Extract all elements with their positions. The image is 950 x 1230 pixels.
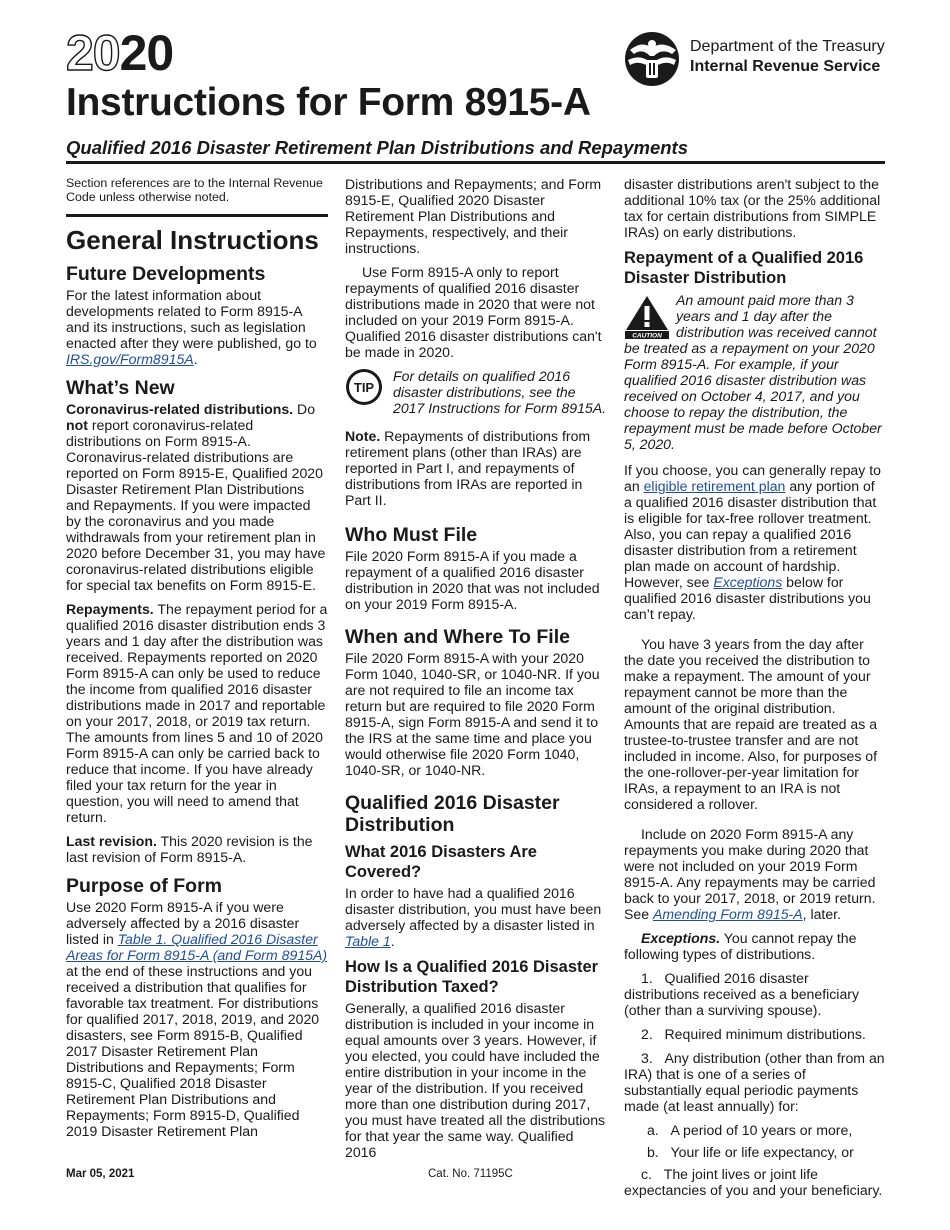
purpose-paragraph: Use 2020 Form 8915-A if you were adversely affected by a 2016 disaster listed in Table 1. Qualified 2016 Disaster Areas for Form 8915-A (and Form 8915A) at the end of these instructions and you received a distribution that qualifies for favorable tax treatment. For distributions for qualified 2017, 2018, 2019, and 2020 disasters, see Form 8915-B, Qualified 2017 Disaster Retirement Plan Distributions and Repayments; Form 8915-C, Qualified 2018 Disaster Retirement Plan Distributions and Repayments; Form 8915-D, Qualified 2019 Disaster Retirement Plan: [66, 899, 328, 1139]
caution-text: An amount paid more than 3 years and 1 day after the distribution was received cannot be treated as a repayment on your 2020 Form 8915-A. For example, if your qualified 2016 disaster distribution was received on October 4, 2017, and you choose to repay the distribution, the repayment must be made before October 5, 2020.: [624, 292, 882, 452]
exceptions-link[interactable]: Exceptions: [713, 574, 783, 590]
repayment-heading: Repayment of a Qualified 2016 Disaster Distribution: [624, 249, 864, 287]
column-1: [66, 176, 328, 1147]
tip-box: [345, 368, 607, 416]
how-taxed-text: Generally, a qualified 2016 disaster distribution is included in your income in equal amounts over 3 years. However, if you elected, you could have included the entire distribution in your income in the year of the distribution. If you received more than one distribution during 2017, you must have treated all the distributions for that year the same way. Qualified 2016: [345, 1000, 606, 1160]
tip-text: For details on qualified 2016 disaster distributions, see the 2017 Instructions for Form 8915A.: [393, 368, 607, 416]
general-instructions-heading: General Instructions: [66, 225, 319, 255]
year-outline: 20: [66, 25, 120, 81]
exceptions-paragraph: Exceptions. You cannot repay the following types of distributions.: [624, 930, 857, 962]
page-subtitle: Qualified 2016 Disaster Retirement Plan Distributions and Repayments: [66, 137, 688, 158]
disasters-covered-heading: What 2016 Disasters Are Covered?: [345, 843, 537, 881]
agency-department: Department of the Treasury: [690, 38, 885, 55]
who-must-file-heading: Who Must File: [345, 524, 478, 546]
coronavirus-paragraph: Coronavirus-related distributions. Do not report coronavirus-related distributions on Form 8915-A. Coronavirus-related distributions are reported on Form 8915-E, Qualified 2020 Disaster Retirement Plan Distributions and Repayments. If you were impacted by the coronavirus and you made withdrawals from your retirement plan in 2020 before December 31, you may have coronavirus-related distributions eligible for special tax benefits on Form 8915-E.: [66, 401, 326, 593]
qualified-distribution-heading: Qualified 2016 Disaster Distribution: [345, 792, 560, 836]
include-paragraph: Include on 2020 Form 8915-A any repayments you make during 2020 that were not included on your 2019 Form 8915-A. Any repayments may be carried back to your 2017, 2018, or 2019 return. See Amending Form 8915-A, later.: [624, 826, 876, 922]
footer-cat-no: Cat. No. 71195C: [428, 1168, 513, 1180]
form-year: [66, 25, 174, 81]
when-where-heading: When and Where To File: [345, 626, 570, 648]
purpose-of-form-heading: Purpose of Form: [66, 875, 223, 897]
exception-sub-c: c. The joint lives or joint life expectancies of you and your beneficiary.: [624, 1166, 883, 1198]
page-title: Instructions for Form 8915-A: [66, 81, 591, 124]
eligible-plan-link[interactable]: eligible retirement plan: [643, 478, 786, 494]
exception-item-2: 2. Required minimum distributions.: [641, 1026, 866, 1042]
exception-sub-b: b. Your life or life expectancy, or: [647, 1144, 854, 1160]
caution-box: [624, 292, 885, 452]
column-3: [624, 176, 885, 1206]
tip-icon: [345, 368, 383, 406]
section-references: Section references are to the Internal Revenue Code unless otherwise noted.: [66, 176, 323, 204]
column-2: [345, 176, 607, 1168]
amending-link[interactable]: Amending Form 8915-A: [653, 906, 803, 922]
agency-block: [622, 30, 885, 88]
who-must-file-text: File 2020 Form 8915-A if you made a repayment of a qualified 2016 disaster distribution in 2020 that was not included on your 2019 Form 8915-A.: [345, 548, 600, 612]
caution-icon: [624, 294, 670, 340]
future-developments-text: For the latest information about developments related to Form 8915-A and its instructions, such as legislation enacted after they were published, go to IRS.gov/Form8915A.: [66, 287, 317, 367]
exception-item-3: 3. Any distribution (other than from an IRA) that is one of a series of substantially equal periodic payments made (at least annually) for:: [624, 1050, 885, 1114]
repayments-paragraph: Repayments. The repayment period for a qualified 2016 disaster distribution ends 3 years and 1 day after the distribution was received. Repayments reported on 2020 Form 8915-A can only be used to reduce the income from qualified 2016 disaster distributions made in 2017 and reportable on your 2017, 2018, or 2019 tax return. The amounts from lines 5 and 10 of 2020 Form 8915-A can only be carried back to reduce that income. If you have already filed your tax return for the year in question, you will need to amend that return.: [66, 601, 328, 825]
caution-label: CAUTION: [632, 332, 662, 340]
continued-text: Distributions and Repayments; and Form 8915-E, Qualified 2020 Disaster Retirement Plan Distributions and Repayments, respectively, and their instructions.: [345, 176, 602, 256]
exception-item-1: 1. Qualified 2016 disaster distributions received as a beneficiary (other than a surviving spouse).: [624, 970, 860, 1018]
header-divider: [66, 161, 885, 164]
when-where-text: File 2020 Form 8915-A with your 2020 Form 1040, 1040-SR, or 1040-NR. If you are not required to file an income tax return but are required to file 2020 Form 8915-A, sign Form 8915-A and send it to the IRS at the same time and place you would otherwise file 2020 Form 1040, 1040-SR, or 1040-NR.: [345, 650, 600, 778]
continued-text-3: disaster distributions aren't subject to the additional 10% tax (or the 25% additional tax for certain distributions from SIMPLE IRAs) on early distributions.: [624, 176, 881, 240]
year-solid: 20: [119, 25, 174, 81]
section-divider: [66, 214, 328, 217]
agency-irs: Internal Revenue Service: [690, 58, 881, 75]
form8915a-link[interactable]: IRS.gov/Form8915A: [66, 351, 194, 367]
irs-eagle-icon: [622, 30, 684, 88]
repay-choose-paragraph: If you choose, you can generally repay to an eligible retirement plan any portion of a qualified 2016 disaster distribution that is eligible for tax-free rollover treatment. Also, you can repay a qualified 2016 disaster distribution from a retirement plan made on account of hardship. However, see Exceptions below for qualified 2016 disaster distributions you can’t repay.: [624, 462, 881, 622]
footer-date: Mar 05, 2021: [66, 1168, 135, 1180]
three-years-paragraph: You have 3 years from the day after the date you received the distribution to make a repayment. The amount of your repayment cannot be more than the amount of the original distribution. Amounts that are repaid are treated as a trustee-to-trustee transfer and are not included in income. Also, for purposes of the one-rollover-per-year limitation for IRAs, a repayment to an IRA is not considered a rollover.: [624, 636, 878, 812]
exception-sub-a: a. A period of 10 years or more,: [647, 1122, 853, 1138]
table1-short-link[interactable]: Table 1: [345, 933, 391, 949]
whats-new-heading: What’s New: [66, 377, 175, 399]
how-taxed-heading: How Is a Qualified 2016 Disaster Distribution Taxed?: [345, 958, 599, 996]
use-form-paragraph: Use Form 8915-A only to report repayments of qualified 2016 disaster distributions made in 2020 that were not included on your 2019 Form 8915-A. Qualified 2016 disaster distributions can't be made in 2020.: [345, 264, 602, 360]
table1-link[interactable]: Table 1. Qualified 2016 Disaster Areas for Form 8915-A (and Form 8915A): [66, 931, 328, 963]
future-developments-heading: Future Developments: [66, 263, 266, 285]
disasters-covered-text: In order to have had a qualified 2016 disaster distribution, you must have been adversely affected by a disaster listed in Table 1.: [345, 885, 602, 949]
tip-label: TIP: [353, 380, 375, 395]
note-paragraph: Note. Repayments of distributions from retirement plans (other than IRAs) are reported in Part I, and repayments of distributions from IRAs are reported in Part II.: [345, 428, 591, 508]
last-revision-paragraph: Last revision. This 2020 revision is the last revision of Form 8915-A.: [66, 833, 313, 865]
